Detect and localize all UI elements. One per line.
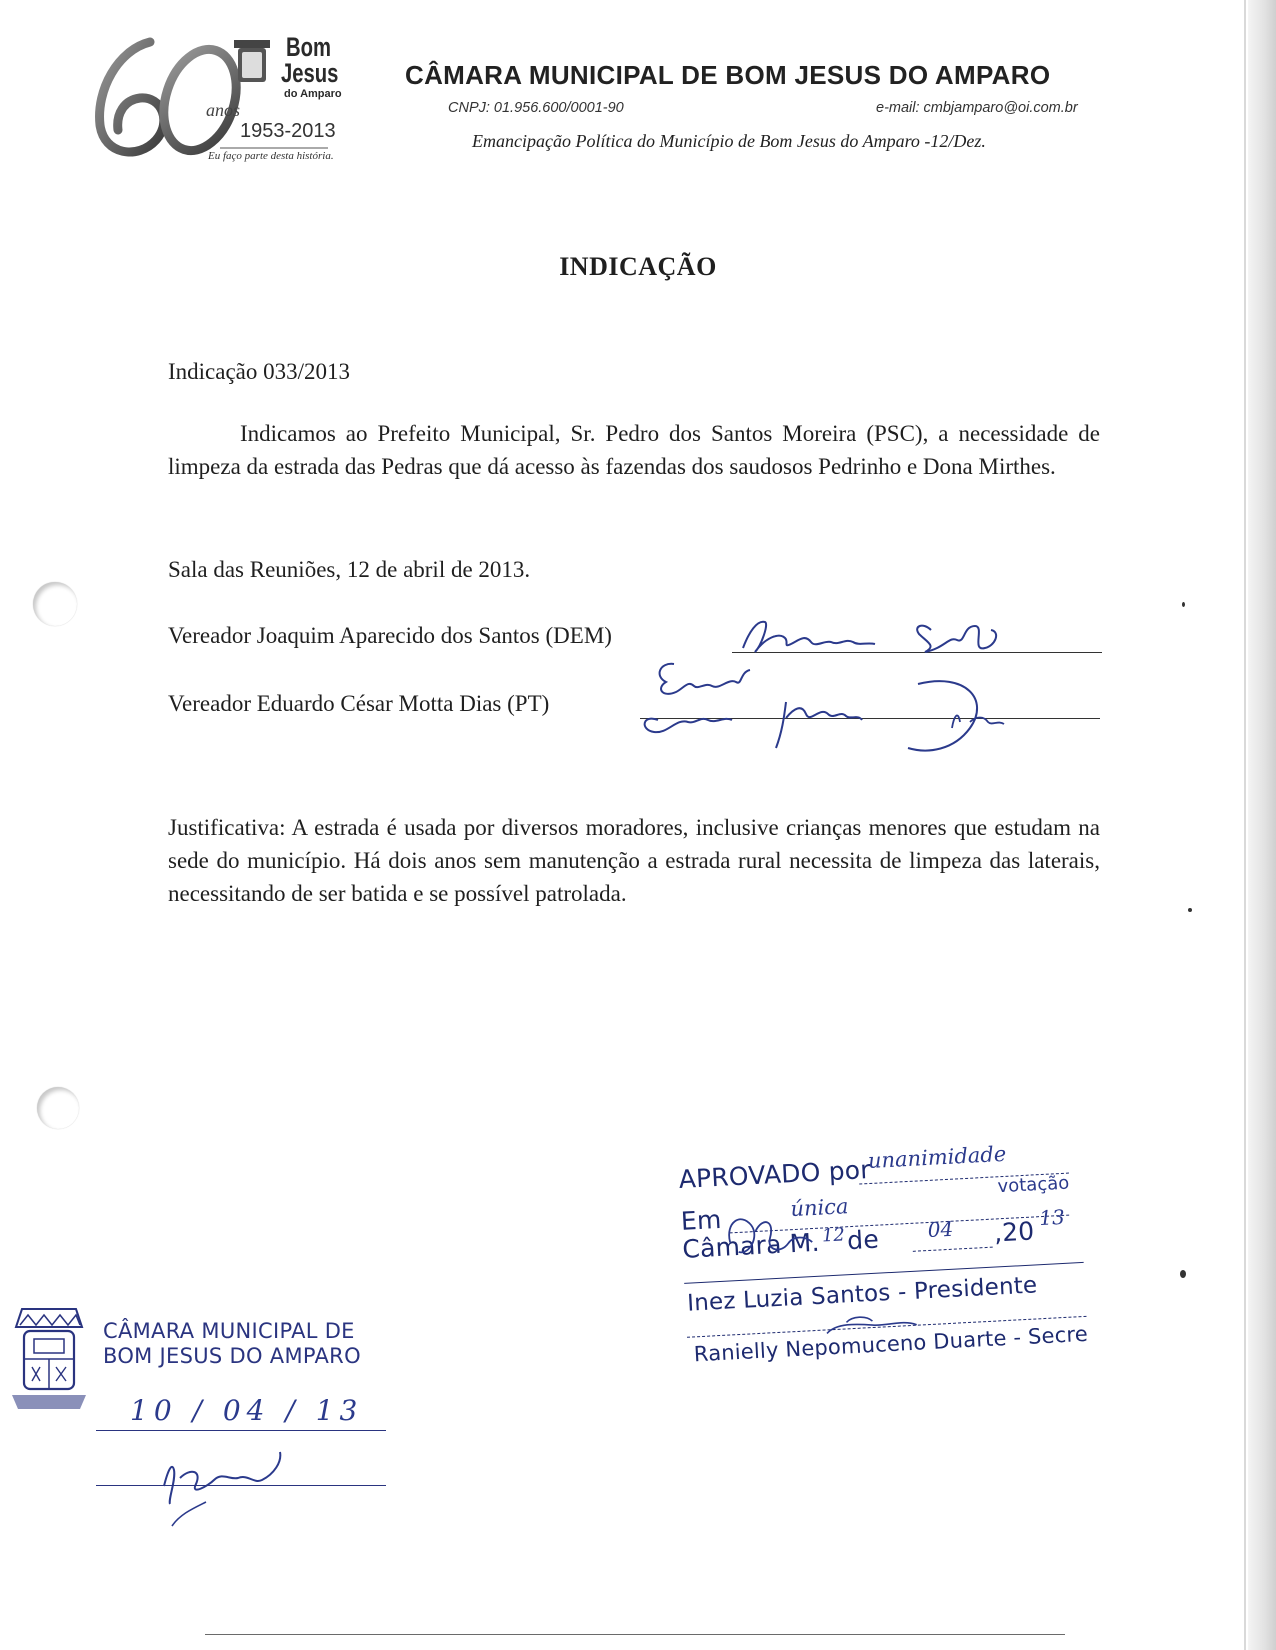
day-handwritten: 12 — [821, 1224, 846, 1247]
em-label: Em — [680, 1204, 723, 1236]
camara-label: Câmara M. — [681, 1227, 821, 1264]
footer-rule — [205, 1634, 1065, 1635]
votacao-handwritten: votação — [997, 1172, 1070, 1198]
anniversary-logo — [88, 30, 368, 170]
month-handwritten: 04 — [927, 1216, 954, 1243]
coat-of-arms-stamp — [10, 1303, 88, 1415]
cnpj: CNPJ: 01.956.600/0001-90 — [448, 100, 624, 116]
approved-by-handwritten: unanimidade — [867, 1141, 1007, 1174]
council-name: CÂMARA MUNICIPAL DE BOM JESUS DO AMPARO — [405, 60, 1051, 90]
de-label: de — [846, 1224, 880, 1256]
coat-of-arms-icon — [10, 1303, 88, 1415]
signature-eduardo — [636, 658, 1056, 758]
indication-body: Indicamos ao Prefeito Municipal, Sr. Pedro dos Santos Moreira (PSC), a necessidade de limpeza da estrada das Pedras que dá acesso às fazendas dos saudosos Pedrinho e Dona Mirthes. — [168, 421, 1100, 479]
email: e-mail: cmbjamparo@oi.com.br — [876, 100, 1078, 116]
logo-town-line3: do Amparo — [284, 88, 342, 100]
signature-joaquim — [735, 612, 1025, 660]
president-name: Inez Luzia Santos - Presidente — [686, 1272, 1038, 1317]
em-handwritten: única — [789, 1194, 850, 1222]
received-date-line — [96, 1430, 386, 1431]
secretary-name: Ranielly Nepomuceno Duarte - Secre — [693, 1321, 1089, 1367]
year-prefix: ,20 — [993, 1216, 1036, 1248]
received-stamp-line1: CÂMARA MUNICIPAL DE — [103, 1319, 355, 1343]
page-title: INDICAÇÃO — [559, 252, 717, 281]
received-stamp-line2: BOM JESUS DO AMPARO — [103, 1344, 361, 1368]
signer-1-label: Vereador Joaquim Aparecido dos Santos (DEM) — [168, 623, 612, 648]
approval-signatures — [719, 1169, 987, 1342]
logo-anos: anos — [206, 100, 241, 120]
indication-reference: Indicação 033/2013 — [168, 359, 351, 384]
scan-speck — [1188, 908, 1192, 912]
scan-speck — [1182, 602, 1185, 607]
punch-hole-bottom — [37, 1087, 79, 1129]
scan-speck — [1180, 1270, 1186, 1278]
scan-edge-line — [1244, 0, 1246, 1650]
logo-town-line1: Bom — [286, 32, 331, 62]
approved-by-label: APROVADO por — [678, 1154, 872, 1194]
logo-town-line2: Jesus — [281, 58, 339, 88]
punch-hole-top — [33, 582, 77, 626]
approval-stamp — [678, 1143, 1109, 1395]
date-line: Sala das Reuniões, 12 de abril de 2013. — [168, 557, 531, 582]
justification: Justificativa: A estrada é usada por diversos moradores, inclusive crianças menores que estudam na sede do município. Há dois anos sem manutenção a estrada rural necessita de limpeza das laterais, necessitando de ser batida e se possível patrolada. — [168, 815, 1100, 906]
received-stamp-title — [103, 1319, 361, 1369]
signer-2-label: Vereador Eduardo César Motta Dias (PT) — [168, 691, 550, 716]
year-handwritten: 13 — [1038, 1204, 1066, 1231]
received-signature-line — [96, 1485, 386, 1486]
scan-edge-shadow — [1248, 0, 1276, 1650]
logo-years: 1953-2013 — [240, 120, 336, 142]
motto: Emancipação Política do Município de Bom Jesus do Amparo -12/Dez. — [472, 131, 986, 151]
received-date-handwritten: 10 / 04 / 13 — [130, 1394, 364, 1427]
logo-tagline: Eu faço parte desta história. — [208, 150, 334, 162]
